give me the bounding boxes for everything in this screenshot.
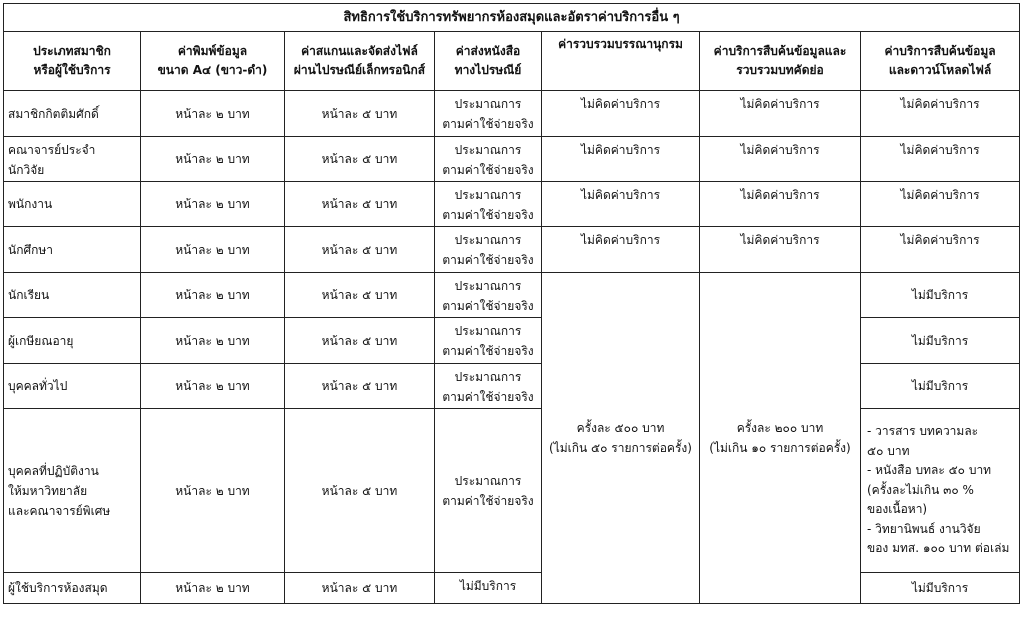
member-type-cell bbox=[4, 573, 141, 604]
download-fee-line: - วารสาร บทความละ bbox=[867, 424, 979, 439]
mail-fee-line: ตามค่าใช้จ่ายจริง bbox=[442, 253, 534, 267]
download-fee-line: ไม่คิดค่าบริการ bbox=[900, 143, 980, 157]
member-type-cell bbox=[4, 273, 141, 318]
table-row bbox=[4, 227, 1020, 273]
download-fee-line: ไม่คิดค่าบริการ bbox=[900, 188, 980, 202]
member-type-line: บุคคลที่ปฏิบัติงาน bbox=[8, 463, 99, 478]
scan-fee-cell bbox=[285, 573, 435, 604]
bibliography-fee: ไม่คิดค่าบริการ bbox=[580, 233, 661, 247]
member-type-line: นักเรียน bbox=[8, 288, 50, 302]
column-header-line: รวบรวมบทคัดย่อ bbox=[736, 63, 824, 77]
abstract-fee-cell bbox=[700, 227, 861, 273]
print-fee: หน้าละ ๒ บาท bbox=[175, 197, 250, 211]
scan-fee: หน้าละ ๕ บาท bbox=[321, 106, 398, 121]
bibliography-fee-line: ครั้งละ ๕๐๐ บาท bbox=[576, 421, 665, 435]
download-fee-cell bbox=[861, 273, 1020, 318]
member-type-line: และคณาจารย์พิเศษ bbox=[8, 503, 111, 518]
mail-fee-line: ตามค่าใช้จ่ายจริง bbox=[442, 390, 534, 404]
download-fee-cell bbox=[861, 227, 1020, 273]
scan-fee-cell bbox=[285, 91, 435, 137]
member-type-line: ให้มหาวิทยาลัย bbox=[8, 483, 88, 498]
column-header-line: หรือผู้ใช้บริการ bbox=[33, 63, 111, 77]
column-header-line: ผ่านไปรษณีย์เล็กทรอนิกส์ bbox=[293, 63, 426, 77]
header-row bbox=[4, 32, 1020, 91]
member-type-cell bbox=[4, 182, 141, 227]
download-fee-cell bbox=[861, 137, 1020, 182]
download-fee-line: ไม่มีบริการ bbox=[911, 581, 969, 595]
table-row bbox=[4, 91, 1020, 137]
download-fee-cell bbox=[861, 573, 1020, 604]
mail-fee-cell bbox=[435, 573, 542, 604]
scan-fee: หน้าละ ๕ บาท bbox=[321, 288, 398, 302]
table-row bbox=[4, 273, 1020, 318]
mail-fee-cell bbox=[435, 182, 542, 227]
column-header-line: ค่าสแกนและจัดส่งไฟล์ bbox=[301, 44, 418, 58]
abstract-fee-line: ครั้งละ ๒๐๐ บาท bbox=[736, 421, 824, 435]
print-fee-cell bbox=[141, 573, 285, 604]
mail-fee-line: ตามค่าใช้จ่ายจริง bbox=[442, 163, 534, 177]
download-fee-cell bbox=[861, 409, 1020, 573]
member-type-cell bbox=[4, 409, 141, 573]
download-fee-line: ของเนื้อหา) bbox=[867, 502, 928, 517]
print-fee: หน้าละ ๒ บาท bbox=[175, 106, 250, 121]
print-fee: หน้าละ ๒ บาท bbox=[175, 333, 250, 348]
bibliography-fee: ไม่คิดค่าบริการ bbox=[580, 143, 661, 157]
bibliography-fee-cell bbox=[542, 137, 700, 182]
mail-fee-line: ประมาณการ bbox=[454, 370, 522, 384]
scan-fee: หน้าละ ๕ บาท bbox=[321, 197, 398, 211]
download-fee-line: (ครั้งละไม่เกิน ๓๐ % bbox=[867, 482, 974, 497]
download-fee-line: ของ มทส. ๑๐๐ บาท ต่อเล่ม bbox=[867, 541, 1010, 556]
table-row bbox=[4, 318, 1020, 364]
mail-fee-cell bbox=[435, 227, 542, 273]
mail-fee-line: ตามค่าใช้จ่ายจริง bbox=[442, 344, 534, 358]
scan-fee-cell bbox=[285, 409, 435, 573]
member-type-cell bbox=[4, 137, 141, 182]
mail-fee-line: ประมาณการ bbox=[454, 97, 522, 111]
download-fee-line: ไม่มีบริการ bbox=[911, 288, 969, 302]
table-row bbox=[4, 137, 1020, 182]
scan-fee-cell bbox=[285, 227, 435, 273]
member-type-line: สมาชิกกิตติมศักดิ์ bbox=[8, 106, 99, 121]
bibliography-fee-cell bbox=[542, 182, 700, 227]
print-fee: หน้าละ ๒ บาท bbox=[175, 242, 250, 257]
table-row bbox=[4, 409, 1020, 573]
column-header-line: ค่าบริการสืบค้นข้อมูลและ bbox=[713, 44, 847, 58]
member-type-line: นักศึกษา bbox=[8, 242, 53, 257]
scan-fee-cell bbox=[285, 273, 435, 318]
library-fee-table bbox=[3, 3, 1020, 604]
column-header-line: ประเภทสมาชิก bbox=[33, 44, 111, 58]
scan-fee-cell bbox=[285, 182, 435, 227]
mail-fee-cell bbox=[435, 364, 542, 409]
download-fee-line: - หนังสือ บทละ ๕๐ บาท bbox=[867, 463, 992, 478]
abstract-fee: ไม่คิดค่าบริการ bbox=[740, 188, 820, 202]
mail-fee-cell bbox=[435, 273, 542, 318]
print-fee: หน้าละ ๒ บาท bbox=[175, 379, 250, 393]
column-header-line: และดาวน์โหลดไฟล์ bbox=[888, 63, 992, 77]
print-fee-cell bbox=[141, 227, 285, 273]
table-row bbox=[4, 573, 1020, 604]
column-header bbox=[861, 32, 1020, 91]
abstract-fee-cell bbox=[700, 91, 861, 137]
mail-fee-cell bbox=[435, 137, 542, 182]
table-title: สิทธิการใช้บริการทรัพยากรห้องสมุดและอัตราค่าบริการอื่น ๆ bbox=[4, 4, 1020, 32]
member-type-cell bbox=[4, 364, 141, 409]
column-header-line: ค่าส่งหนังสือ bbox=[455, 44, 521, 58]
member-type-line: นักวิจัย bbox=[8, 163, 45, 177]
print-fee: หน้าละ ๒ บาท bbox=[175, 581, 250, 595]
scan-fee-cell bbox=[285, 318, 435, 364]
print-fee-cell bbox=[141, 137, 285, 182]
mail-fee-line: ประมาณการ bbox=[454, 279, 522, 293]
mail-fee-cell bbox=[435, 318, 542, 364]
column-header bbox=[4, 32, 141, 91]
page bbox=[3, 3, 1019, 604]
mail-fee-line: ประมาณการ bbox=[454, 233, 522, 247]
column-header-line: ค่าบริการสืบค้นข้อมูล bbox=[884, 44, 996, 58]
scan-fee: หน้าละ ๕ บาท bbox=[321, 242, 398, 257]
member-type-cell bbox=[4, 318, 141, 364]
abstract-fee: ไม่คิดค่าบริการ bbox=[740, 143, 820, 157]
member-type-line: คณาจารย์ประจำ bbox=[8, 143, 96, 157]
print-fee-cell bbox=[141, 364, 285, 409]
scan-fee: หน้าละ ๕ บาท bbox=[321, 152, 398, 166]
mail-fee-line: ไม่มีบริการ bbox=[459, 579, 517, 593]
mail-fee-line: ประมาณการ bbox=[454, 143, 522, 157]
scan-fee: หน้าละ ๕ บาท bbox=[321, 379, 398, 393]
abstract-fee-cell bbox=[700, 137, 861, 182]
bibliography-fee: ไม่คิดค่าบริการ bbox=[580, 97, 661, 111]
bibliography-fee: ไม่คิดค่าบริการ bbox=[580, 188, 661, 202]
column-header-line: ขนาด A๔ (ขาว-ดำ) bbox=[157, 63, 268, 77]
download-fee-cell bbox=[861, 91, 1020, 137]
bibliography-fee-merged-cell bbox=[542, 273, 700, 604]
bibliography-fee-cell bbox=[542, 91, 700, 137]
mail-fee-cell bbox=[435, 409, 542, 573]
scan-fee: หน้าละ ๕ บาท bbox=[321, 483, 398, 498]
member-type-line: ผู้ใช้บริการห้องสมุด bbox=[8, 581, 108, 595]
column-header bbox=[542, 32, 700, 91]
column-header-line: ทางไปรษณีย์ bbox=[454, 63, 522, 77]
scan-fee-cell bbox=[285, 364, 435, 409]
column-header bbox=[700, 32, 861, 91]
scan-fee: หน้าละ ๕ บาท bbox=[321, 333, 398, 348]
print-fee: หน้าละ ๒ บาท bbox=[175, 483, 250, 498]
abstract-fee: ไม่คิดค่าบริการ bbox=[740, 97, 820, 111]
mail-fee-line: ประมาณการ bbox=[454, 188, 522, 202]
download-fee-cell bbox=[861, 364, 1020, 409]
mail-fee-line: ตามค่าใช้จ่ายจริง bbox=[442, 208, 534, 222]
member-type-line: ผู้เกษียณอายุ bbox=[8, 333, 74, 348]
print-fee-cell bbox=[141, 182, 285, 227]
print-fee-cell bbox=[141, 273, 285, 318]
scan-fee-cell bbox=[285, 137, 435, 182]
scan-fee: หน้าละ ๕ บาท bbox=[321, 581, 398, 595]
abstract-fee-cell bbox=[700, 182, 861, 227]
abstract-fee: ไม่คิดค่าบริการ bbox=[740, 233, 820, 247]
print-fee: หน้าละ ๒ บาท bbox=[175, 288, 250, 302]
member-type-cell bbox=[4, 227, 141, 273]
mail-fee-line: ตามค่าใช้จ่ายจริง bbox=[442, 299, 534, 313]
download-fee-line: - วิทยานิพนธ์ งานวิจัย bbox=[867, 521, 981, 536]
download-fee-line: ๕๐ บาท bbox=[867, 443, 910, 458]
mail-fee-line: ประมาณการ bbox=[454, 324, 522, 338]
print-fee-cell bbox=[141, 318, 285, 364]
column-header-line: ค่าพิมพ์ข้อมูล bbox=[177, 44, 248, 58]
download-fee-line: ไม่มีบริการ bbox=[911, 333, 969, 348]
download-fee-line: ไม่คิดค่าบริการ bbox=[900, 97, 980, 111]
column-header bbox=[141, 32, 285, 91]
download-fee-cell bbox=[861, 182, 1020, 227]
mail-fee-line: ประมาณการ bbox=[454, 473, 522, 488]
member-type-cell bbox=[4, 91, 141, 137]
mail-fee-line: ตามค่าใช้จ่ายจริง bbox=[442, 493, 534, 508]
mail-fee-cell bbox=[435, 91, 542, 137]
column-header-line: ค่ารวบรวมบรรณานุกรม bbox=[558, 37, 683, 51]
print-fee-cell bbox=[141, 409, 285, 573]
print-fee-cell bbox=[141, 91, 285, 137]
print-fee: หน้าละ ๒ บาท bbox=[175, 152, 250, 166]
abstract-fee-merged-cell bbox=[700, 273, 861, 604]
download-fee-line: ไม่คิดค่าบริการ bbox=[900, 233, 980, 247]
download-fee-line: ไม่มีบริการ bbox=[911, 379, 969, 393]
member-type-line: พนักงาน bbox=[8, 197, 53, 211]
member-type-line: บุคคลทั่วไป bbox=[8, 379, 68, 393]
table-row bbox=[4, 182, 1020, 227]
bibliography-fee-line: (ไม่เกิน ๕๐ รายการต่อครั้ง) bbox=[549, 441, 692, 455]
mail-fee-line: ตามค่าใช้จ่ายจริง bbox=[442, 117, 534, 131]
abstract-fee-line: (ไม่เกิน ๑๐ รายการต่อครั้ง) bbox=[709, 441, 851, 455]
download-fee-cell bbox=[861, 318, 1020, 364]
column-header bbox=[285, 32, 435, 91]
table-body bbox=[4, 91, 1020, 604]
bibliography-fee-cell bbox=[542, 227, 700, 273]
column-header bbox=[435, 32, 542, 91]
table-row bbox=[4, 364, 1020, 409]
